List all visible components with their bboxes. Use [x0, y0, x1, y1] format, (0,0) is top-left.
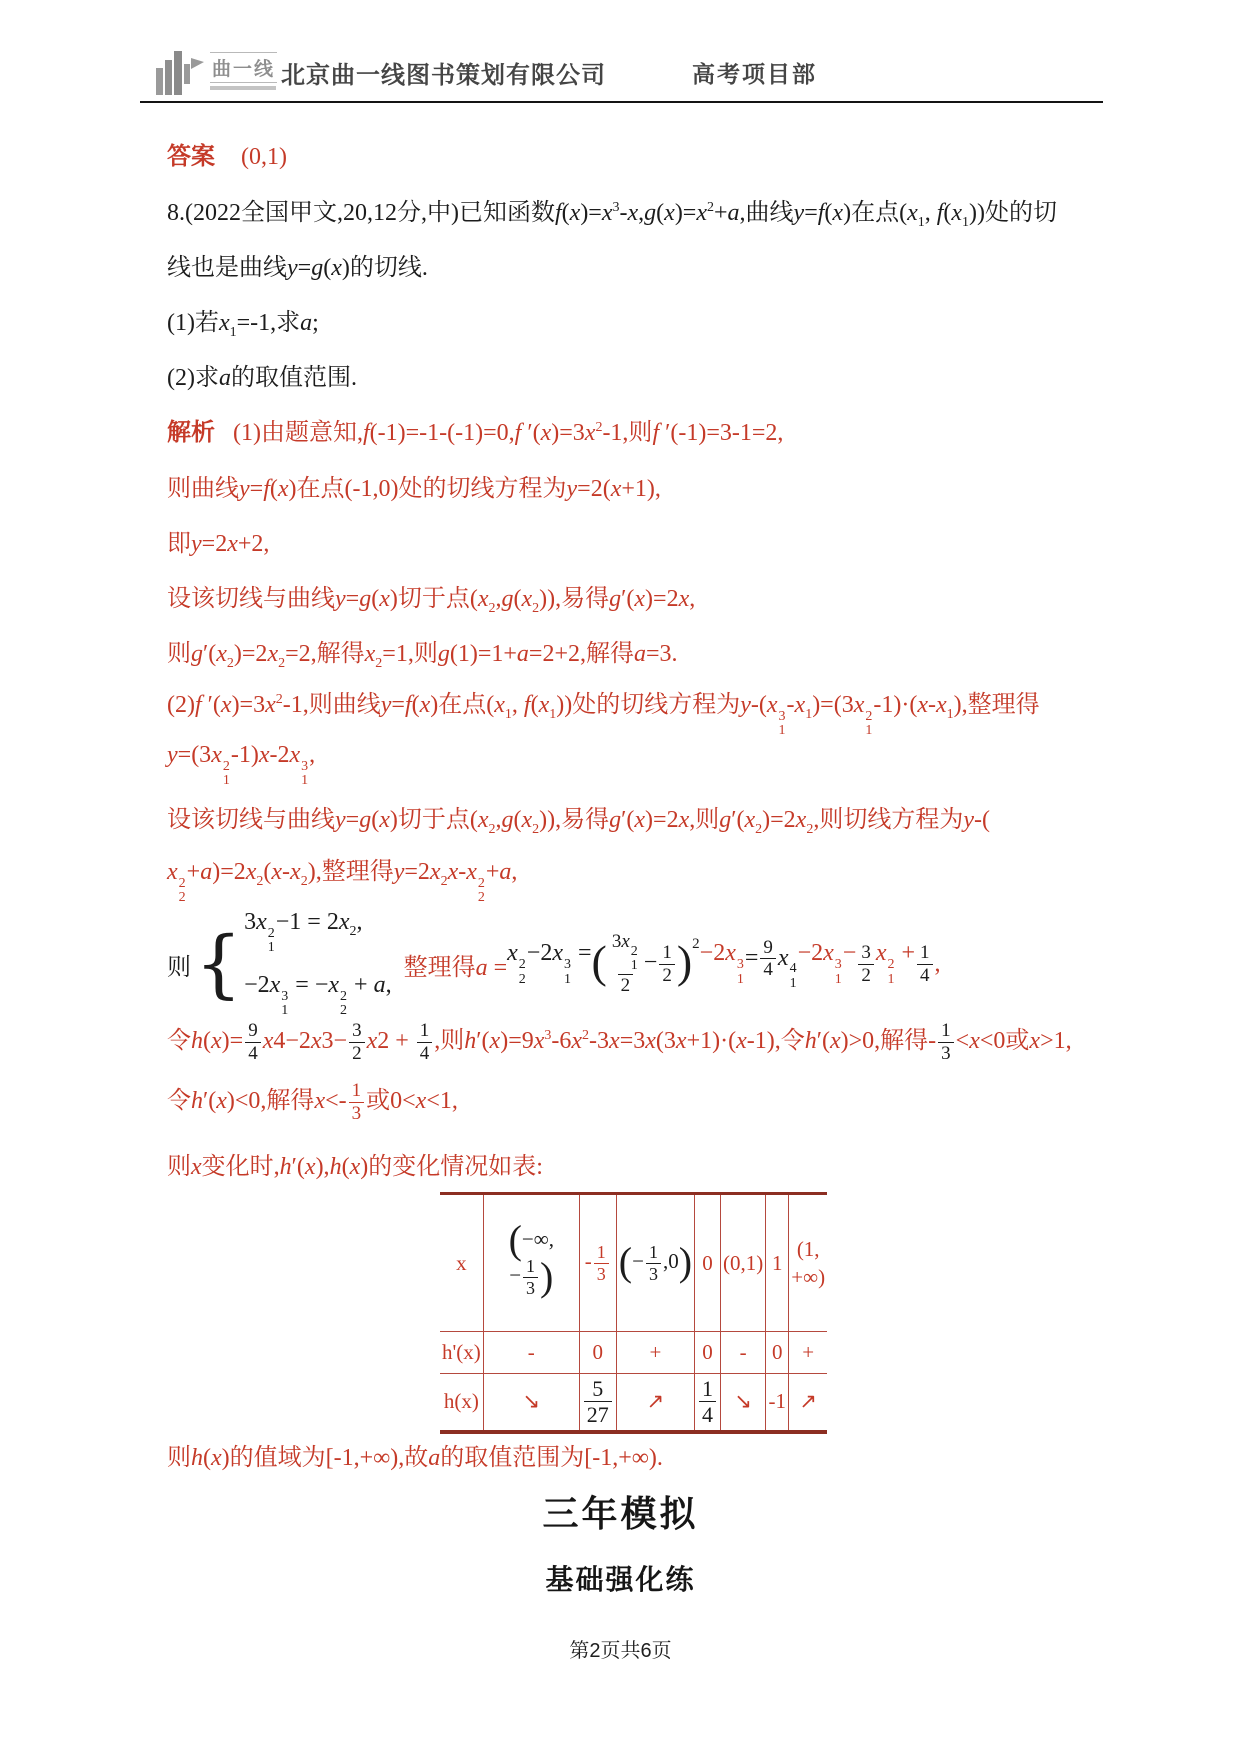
page-number: 第2页共6页 [569, 1640, 672, 1662]
table-cell: + [616, 1332, 694, 1374]
solution-line-4: 设该切线与曲线y=g(x)切于点$(x_2,g(x_2))$,易得g′(x)=2x, [167, 586, 696, 616]
company-name: 北京曲一线图书策划有限公司 [281, 61, 607, 89]
table-cell: ↗ [616, 1374, 694, 1432]
solution-line-5: 则$g'(x_2)=2x_2=2$,解得$x_2=1$,则g(1)=1+a=2+2,解得a=3. [167, 641, 678, 671]
problem-part-1: (1)若$x_1=-1$,求a; [167, 310, 319, 340]
brand-logo [155, 48, 277, 96]
solution-line-8: 设该切线与曲线y=g(x)切于点$(x_2,g(x_2))$,易得g′(x)=2x,则$g'(x_2)=2x_2$,则切线方程为y-( [167, 807, 990, 837]
table-cell: ↗ [789, 1374, 827, 1432]
table-row-x [440, 1194, 827, 1332]
solution-line-10: 令h(x)= $\frac{9}{4}$ x4−2x3− $\frac{3}{2}$ x2 + $\frac{1}{4}$ ,则$h'(x)=9x^3-6x^2-3x=3x(3x+1)\cdot(x-1)$,令h′(x)>0,解得- $\frac{1}{3}$ <x<0或x>1, [167, 1020, 1072, 1064]
table-cell: - [483, 1332, 579, 1374]
solution-line-1: 解析 (1)由题意知,f(-1)=-1-(-1)=0,f $'(x)=3x^2-1$,则f ′(-1)=3-1=2, [167, 419, 784, 446]
problem-line-1: 8.(2022全国甲文,20,12分,中)已知函数$f(x)=x^3-x,g(x)=x^2+a$,曲线y=f(x)在点($x_1$, $f(x_1)$)处的切 [167, 200, 1058, 230]
logo-tagline-placeholder [210, 86, 276, 90]
table-cell: $\frac{5}{27}$ [579, 1374, 616, 1432]
table-label-hprime: h'(x) [440, 1332, 483, 1374]
table-row-h [440, 1374, 827, 1432]
page-header [155, 48, 817, 96]
solution-line-2: 则曲线y=f(x)在点(-1,0)处的切线方程为y=2(x+1), [167, 476, 661, 502]
problem-part-2: (2)求a的取值范围. [167, 365, 357, 391]
table-cell: $\frac{1}{4}$ [695, 1374, 721, 1432]
table-cell: 0 [579, 1332, 616, 1374]
table-cell: 1 [766, 1194, 789, 1332]
solution-line-11: 令h′(x)<0,解得x<- $\frac{1}{3}$ 或0<x<1, [167, 1080, 458, 1124]
table-cell: (−∞, − $\frac{1}{3}$ ) [483, 1194, 579, 1332]
section-title: 三年模拟 [542, 1493, 699, 1534]
table-cell: 0 [695, 1194, 721, 1332]
subsection-title: 基础强化练 [545, 1564, 696, 1595]
solution-line-3: 即y=2x+2, [167, 531, 270, 557]
header-divider [140, 101, 1103, 103]
table-row-hprime [440, 1332, 827, 1374]
logo-text: 曲一线 [210, 52, 277, 83]
table-cell: - [721, 1332, 766, 1374]
solution-line-9: x 2 2 $+a)=2x_2(x-x_2)$,整理得$y=2x_2x-x$ 2 2 +a, [167, 859, 518, 906]
solution-line-7: y=(3x 2 1 -1)x-2x 3 1 , [167, 742, 316, 789]
table-cell: - $\frac{1}{3}$ [579, 1194, 616, 1332]
table-cell: ↘ [483, 1374, 579, 1432]
table-cell: (− $\frac{1}{3}$ ,0) [616, 1194, 694, 1332]
table-label-x: x [456, 1250, 467, 1275]
books-bars-icon [155, 48, 205, 96]
conclusion-line: 则h(x)的值域为[-1,+∞),故a的取值范围为[-1,+∞). [167, 1445, 663, 1471]
table-cell: ↘ [721, 1374, 766, 1432]
table-label-h: h(x) [440, 1374, 483, 1432]
answer-line: 答案 (0,1) [167, 143, 287, 170]
table-cell: (0,1) [721, 1194, 766, 1332]
problem-line-2: 线也是曲线y=g(x)的切线. [167, 255, 428, 281]
table-cell: 0 [766, 1332, 789, 1374]
table-cell: -1 [766, 1374, 789, 1432]
table-cell: 0 [695, 1332, 721, 1374]
department-name: 高考项目部 [692, 60, 818, 87]
solution-line-12: 则x变化时,h′(x),h(x)的变化情况如表: [167, 1154, 543, 1180]
solution-system-line: 则 { 3x 2 1 $-1 = 2x_2$, −2x 3 1 = −x 2 2 + a, 整理得a = x 2 2 −2x 3 1 = ( 3x 2 1 2 − $\frac{1}{2}$ ) 2 −2x 3 1 = $\frac{9}{4}$ x 4 1 −2x 3 1 − $\frac{3}{2}$ x 2 1 + $\frac{1}{4}$ , [167, 908, 941, 1019]
variation-table [440, 1192, 827, 1434]
table-cell: (1, +∞) [789, 1194, 827, 1332]
table-cell: + [789, 1332, 827, 1374]
solution-line-6: (2)f $'(x)=3x^2-1$,则曲线y=f(x)在点($x_1$, $f(x_1)$)处的切线方程为y-(x 3 1 $-x_1)=(3x$ 2 1 $-1)\cdot(x-x_1)$,整理得 [167, 692, 1040, 739]
